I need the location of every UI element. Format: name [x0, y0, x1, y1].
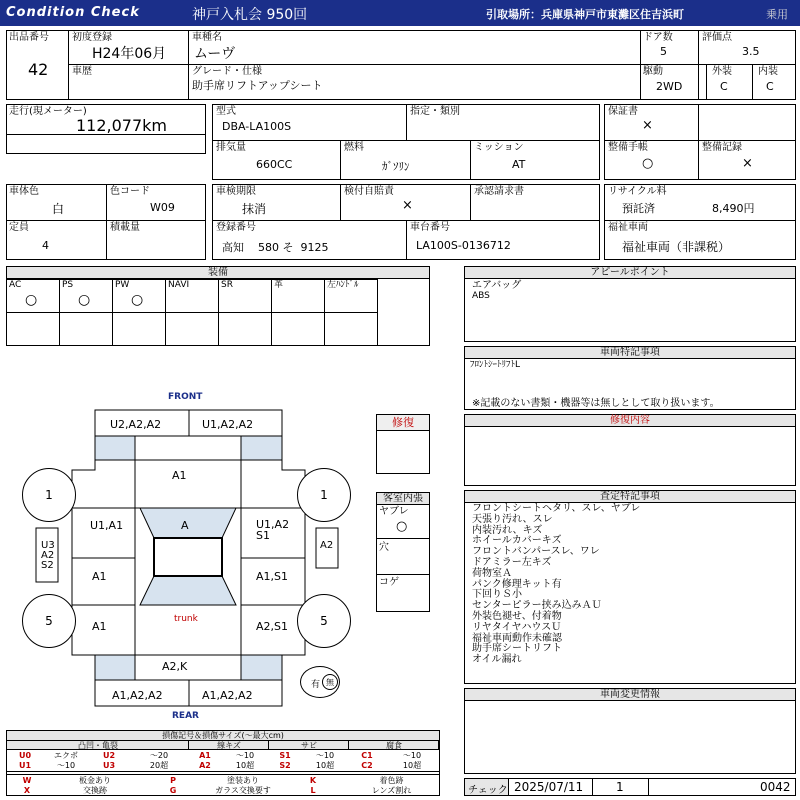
- inspection-note-line: フロントバンパースレ、ワレ: [472, 546, 600, 558]
- fuel-label: 燃料: [344, 142, 364, 153]
- damage-rear-panel: A2,K: [162, 660, 188, 673]
- record-label: 整備記録: [702, 142, 742, 153]
- score-value: 3.5: [742, 45, 760, 58]
- equipment-mark: ○: [25, 292, 38, 308]
- inspection-value: 抹消: [242, 202, 267, 216]
- equipment-label: SR: [221, 280, 233, 290]
- equipment-cell: [112, 279, 166, 313]
- damage-right-side: A2: [320, 540, 334, 551]
- lot-number: 42: [28, 60, 49, 79]
- color-code-label: 色コード: [110, 186, 150, 197]
- damage-left-side: U3 A2 S2: [41, 540, 55, 571]
- interior-burn-label: コゲ: [379, 577, 399, 588]
- legend-cell: 〜10: [402, 751, 422, 760]
- damage-hood: A1: [172, 469, 187, 482]
- header-title: Condition Check: [6, 5, 140, 20]
- inspection-note-line: センターピラー挟み込みＡＵ: [472, 600, 602, 612]
- special-title: 車両特記事項: [465, 347, 795, 359]
- lot-label: 出品番号: [9, 32, 49, 43]
- history-label: 車歴: [72, 66, 92, 77]
- legend-mark-cell: レンズ割れ: [371, 786, 412, 795]
- color-code-value: W09: [150, 201, 175, 214]
- inspection-note-line: オイル漏れ: [472, 654, 522, 666]
- equipment-extra-cell: [218, 312, 272, 346]
- smoking-label: 有: [311, 680, 321, 690]
- capacity-label: 定員: [9, 222, 29, 233]
- check-date: 2025/07/11: [514, 780, 584, 794]
- legend-cell: 10超: [402, 761, 422, 770]
- chassis-value: LA100S-0136712: [416, 239, 511, 252]
- legend-cell: エクボ: [54, 751, 78, 760]
- trunk-label: trunk: [174, 614, 198, 624]
- equipment-cell: [324, 279, 378, 313]
- inspection-label: 車検期限: [216, 186, 256, 197]
- legend-mark-cell: ガラス交換要す: [215, 786, 271, 795]
- inspection-note-line: ドアミラー左キズ: [472, 557, 552, 568]
- equipment-label: AC: [9, 280, 22, 290]
- manual-value: ○: [642, 156, 654, 171]
- inspection-note-line: パンク修理キット有: [472, 578, 562, 590]
- welfare-value: 福祉車両（非課税）: [622, 240, 731, 254]
- category-label: 乗用: [766, 8, 788, 21]
- capacity-value: 4: [42, 239, 49, 252]
- record-value: ×: [742, 156, 753, 171]
- displacement-label: 排気量: [216, 142, 246, 153]
- legend-cell: U2: [102, 751, 116, 760]
- manual-label: 整備手帳: [608, 142, 648, 153]
- interior-tear-label: ヤブレ: [379, 506, 409, 517]
- inspection-note-line: リヤタイヤハウスＵ: [472, 621, 562, 633]
- legend-group-name: 腐食: [386, 741, 402, 750]
- damage-bottom-left: A1,A2,A2: [112, 689, 163, 702]
- legend-cell: 10超: [235, 761, 255, 770]
- legend-cell: 〜10: [315, 751, 335, 760]
- legend-mark-cell: W: [22, 776, 32, 785]
- equipment-cell: [271, 279, 325, 313]
- warranty-value: ×: [642, 118, 653, 133]
- inspection-note-line: 荷物室Ａ: [472, 567, 512, 579]
- damage-bottom-right: A1,A2,A2: [202, 689, 253, 702]
- designation-label: 指定・類別: [410, 106, 460, 117]
- legend-cell: 〜10: [235, 751, 255, 760]
- equipment-cell: [165, 279, 219, 313]
- exterior-value: C: [720, 80, 728, 93]
- legend-cell: U1: [18, 761, 32, 770]
- special-line-1: ﾌﾛﾝﾄｼｰﾄﾘﾌﾄL: [470, 360, 521, 370]
- inspection-notes-title: 査定特記事項: [465, 491, 795, 503]
- liability-label: 検付自賠責: [344, 186, 394, 197]
- equipment-cell: [59, 279, 113, 313]
- damage-right-rear-door: A1,S1: [256, 570, 289, 583]
- equipment-extra-cell: [324, 312, 378, 346]
- recycle-status: 預託済: [622, 202, 655, 215]
- model-value: ムーヴ: [194, 46, 236, 62]
- legend-mark-cell: 交換跡: [83, 786, 107, 795]
- color-label: 車体色: [9, 186, 39, 197]
- tire-front-right: 1: [297, 468, 351, 522]
- drive-value: 2WD: [656, 80, 683, 93]
- equipment-title: 装備: [7, 267, 429, 279]
- auction-name: 神戸入札会 950回: [192, 7, 308, 23]
- special-note: ※記載のない書類・機器等は無しとして取り扱います。: [472, 398, 720, 409]
- legend-cell: U0: [18, 751, 32, 760]
- liability-value: ×: [402, 198, 413, 213]
- legend-cell: 〜20: [149, 751, 169, 760]
- plate-label: 登録番号: [216, 222, 256, 233]
- color-value: 白: [52, 202, 65, 216]
- repair-title: 修復: [377, 415, 429, 431]
- legend-group-name: 線キズ: [217, 741, 241, 750]
- type-value: DBA-LA100S: [222, 120, 292, 133]
- doors-label: ドア数: [643, 32, 673, 43]
- legend-group-name: サビ: [301, 741, 317, 750]
- exterior-label: 外装: [712, 66, 732, 77]
- repair-content-title: 修復内容: [465, 415, 795, 427]
- smoking-mark-text: 無: [326, 677, 334, 687]
- grade-label: グレード・仕様: [192, 66, 262, 77]
- smoking-mark: [322, 674, 338, 690]
- warranty-label: 保証書: [608, 106, 638, 117]
- recycle-amount: 8,490円: [712, 202, 755, 215]
- equipment-extra-cell: [271, 312, 325, 346]
- legend-cell: 20超: [149, 761, 169, 770]
- legend-mark-cell: X: [23, 786, 31, 795]
- inspection-note-line: 天張り汚れ、スレ: [472, 513, 553, 525]
- damage-left-quarter: A1: [92, 620, 107, 633]
- legend-title: 損傷記号＆損傷サイズ(〜最大cm): [7, 731, 439, 741]
- interior-value: C: [766, 80, 774, 93]
- changes-title: 車両変更情報: [465, 689, 795, 701]
- legend-cell: 10超: [315, 761, 335, 770]
- legend-mark-cell: L: [310, 786, 316, 795]
- equipment-label: NAVI: [168, 280, 190, 290]
- equipment-label: PW: [115, 280, 130, 290]
- inspection-note-line: 助手席シートリフト: [472, 643, 562, 655]
- first-reg-label: 初度登録: [72, 32, 112, 43]
- legend-group-name: 凸凹・亀裂: [78, 741, 118, 750]
- header-bar: [0, 0, 800, 26]
- legend-cell: A2: [199, 761, 211, 770]
- model-label: 車種名: [192, 32, 222, 43]
- damage-left-front-door: U1,A1: [90, 519, 124, 532]
- legend-mark-cell: 塗装あり: [227, 776, 259, 785]
- equipment-label: 左ﾊﾝﾄﾞﾙ: [327, 280, 359, 290]
- pickup-location: 引取場所：兵庫県神戸市東灘区住吉浜町: [486, 8, 684, 21]
- equipment-cell: [218, 279, 272, 313]
- damage-left-rear-door: A1: [92, 570, 107, 583]
- equipment-extra-cell: [6, 312, 60, 346]
- tire-front-left: 1: [22, 468, 76, 522]
- load-label: 積載量: [110, 222, 140, 233]
- plate-value: 高知 580 そ 9125: [222, 241, 329, 254]
- tire-rear-right: 5: [297, 594, 351, 648]
- drive-label: 駆動: [643, 66, 663, 77]
- mission-label: ミッション: [474, 142, 524, 153]
- grade-value: 助手席リフトアップシート: [192, 79, 323, 92]
- interior-hole-label: 穴: [379, 542, 389, 553]
- legend-cell: 〜10: [56, 761, 76, 770]
- legend-cell: U3: [102, 761, 116, 770]
- equipment-extra-cell: [59, 312, 113, 346]
- legend-mark-cell: P: [170, 776, 176, 785]
- interior-title: 客室内張: [377, 493, 429, 505]
- fuel-value: ｶﾞｿﾘﾝ: [382, 160, 410, 173]
- equipment-label: 革: [274, 280, 284, 290]
- mileage-value: 112,077km: [76, 116, 168, 135]
- check-num: 1: [616, 780, 624, 794]
- equipment-mark: ○: [131, 292, 144, 308]
- legend-mark-cell: G: [169, 786, 177, 795]
- equipment-label: PS: [62, 280, 74, 290]
- appeal-line-2: ABS: [472, 291, 490, 301]
- score-label: 評価点: [702, 32, 732, 43]
- mission-value: AT: [512, 158, 526, 171]
- front-label: FRONT: [168, 392, 203, 402]
- check-label: チェック: [468, 785, 508, 796]
- inspection-note-line: 福祉車両動作未確認: [472, 632, 562, 644]
- mileage-label: 走行(現メーター): [9, 106, 87, 117]
- approval-label: 承認請求書: [474, 186, 524, 197]
- equipment-mark: ○: [78, 292, 91, 308]
- legend-mark-cell: 着色跡: [379, 776, 404, 785]
- first-reg-value: H24年06月: [92, 46, 167, 62]
- legend-cell: C2: [361, 761, 373, 770]
- chassis-label: 車台番号: [410, 222, 450, 233]
- damage-right-front-door: U1,A2 S1: [256, 518, 290, 542]
- doors-value: 5: [660, 45, 667, 58]
- type-label: 型式: [216, 106, 236, 117]
- appeal-title: アピールポイント: [465, 267, 795, 279]
- appeal-line-1: エアバッグ: [472, 280, 522, 291]
- interior-tear-mark: ○: [396, 519, 408, 534]
- damage-right-quarter: A2,S1: [256, 620, 289, 633]
- legend-cell: A1: [199, 751, 211, 760]
- legend-cell: C1: [361, 751, 373, 760]
- recycle-label: リサイクル料: [608, 186, 667, 197]
- inspection-note-line: 内装汚れ、キズ: [472, 524, 543, 536]
- displacement-value: 660CC: [256, 158, 293, 171]
- inspection-note-line: ホイールカバーキズ: [472, 535, 562, 547]
- inspection-note-line: 下回りＳ小: [472, 589, 522, 601]
- equipment-cell: [6, 279, 60, 313]
- inspection-note-line: フロントシートヘタリ、スレ、ヤブレ: [472, 503, 641, 514]
- rear-label: REAR: [172, 711, 199, 721]
- welfare-label: 福祉車両: [608, 222, 648, 233]
- legend-cell: S2: [279, 761, 291, 770]
- interior-label: 内装: [758, 66, 778, 77]
- equipment-extra-cell: [165, 312, 219, 346]
- legend-mark-cell: K: [309, 776, 317, 785]
- damage-windshield: A: [181, 519, 189, 532]
- check-code: 0042: [760, 780, 791, 794]
- vehicle-info-box: [6, 30, 748, 100]
- inspection-note-line: 外装色褪せ、付着物: [472, 611, 562, 622]
- legend-cell: S1: [279, 751, 291, 760]
- damage-top-right: U1,A2,A2: [202, 418, 254, 431]
- damage-top-left: U2,A2,A2: [110, 418, 162, 431]
- equipment-extra-cell: [112, 312, 166, 346]
- legend-mark-cell: 板金あり: [79, 776, 111, 785]
- tire-rear-left: 5: [22, 594, 76, 648]
